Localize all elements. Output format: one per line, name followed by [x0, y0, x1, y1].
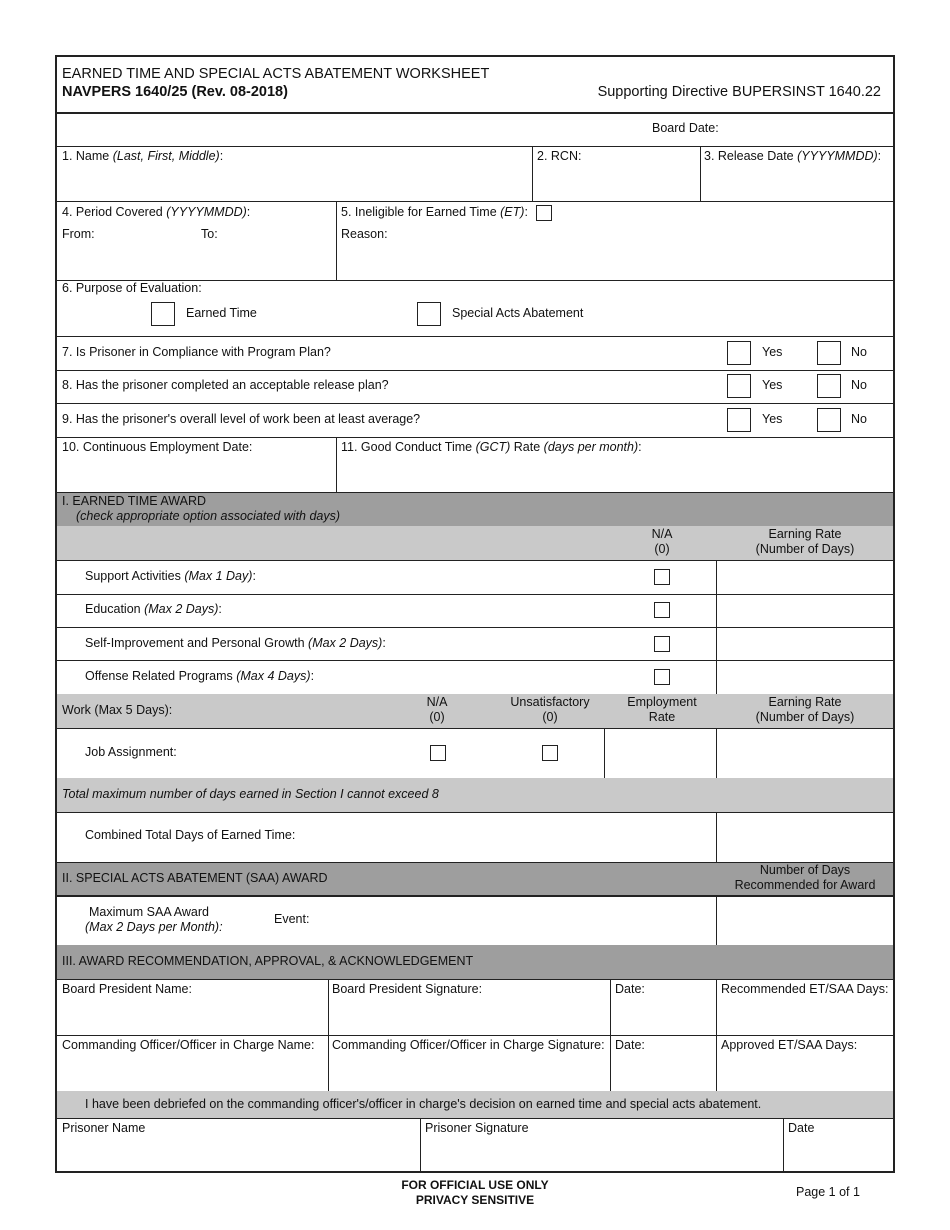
q7-no-checkbox[interactable] — [817, 341, 841, 365]
page-number: Page 1 of 1 — [796, 1185, 860, 1199]
co-signature-label[interactable]: Commanding Officer/Officer in Charge Signature: — [332, 1038, 605, 1052]
board-president-signature-label[interactable]: Board President Signature: — [332, 982, 483, 996]
co-name-label[interactable]: Commanding Officer/Officer in Charge Name: — [62, 1038, 315, 1052]
unsatisfactory-column-header: Unsatisfactory (0) — [510, 695, 590, 724]
work-label: Work (Max 5 Days): — [62, 703, 173, 717]
co-date-label[interactable]: Date: — [615, 1038, 645, 1052]
ineligible-et-label: 5. Ineligible for Earned Time (ET): — [341, 205, 528, 219]
employment-rate-column-header: Employment Rate — [627, 695, 697, 724]
reason-label[interactable]: Reason: — [341, 227, 388, 241]
q7-yes-label: Yes — [762, 345, 783, 359]
rcn-field-label[interactable]: 2. RCN: — [537, 149, 582, 163]
q9-yes-checkbox[interactable] — [727, 408, 751, 432]
gct-rate-label[interactable]: 11. Good Conduct Time (GCT) Rate (days per month): — [341, 440, 642, 454]
earned-time-checkbox[interactable] — [151, 302, 175, 326]
debrief-statement: I have been debriefed on the commanding officer's/officer in charge's decision on earned time and special acts abatement. — [85, 1097, 762, 1111]
question-9: 9. Has the prisoner's overall level of work been at least average? — [62, 412, 421, 426]
section-1-title: I. EARNED TIME AWARD — [62, 494, 207, 508]
ineligible-et-checkbox[interactable] — [536, 205, 552, 221]
job-assignment-label: Job Assignment: — [85, 745, 177, 759]
work-na-column-header: N/A (0) — [426, 695, 448, 724]
q7-no-label: No — [851, 345, 867, 359]
question-8: 8. Has the prisoner completed an acceptable release plan? — [62, 378, 389, 392]
support-activities-label: Support Activities (Max 1 Day): — [85, 569, 256, 583]
fouo-marking: FOR OFFICIAL USE ONLY — [401, 1178, 549, 1192]
section-1-subtitle: (check appropriate option associated with days) — [76, 509, 341, 523]
na-column-header: N/A (0) — [651, 527, 673, 556]
saa-label: Special Acts Abatement — [452, 306, 584, 320]
supporting-directive: Supporting Directive BUPERSINST 1640.22 — [597, 84, 881, 100]
earning-rate-column-header: Earning Rate (Number of Days) — [755, 527, 855, 556]
job-assignment-unsatisfactory-checkbox[interactable] — [542, 745, 558, 761]
to-label[interactable]: To: — [201, 227, 218, 241]
approved-days-label[interactable]: Approved ET/SAA Days: — [721, 1038, 858, 1052]
education-na-checkbox[interactable] — [654, 602, 670, 618]
board-president-name-label[interactable]: Board President Name: — [62, 982, 192, 996]
education-label: Education (Max 2 Days): — [85, 602, 222, 616]
recommended-days-label[interactable]: Recommended ET/SAA Days: — [721, 982, 889, 996]
saa-checkbox[interactable] — [417, 302, 441, 326]
total-max-note: Total maximum number of days earned in Section I cannot exceed 8 — [62, 787, 439, 801]
q8-yes-label: Yes — [762, 378, 783, 392]
q8-no-label: No — [851, 378, 867, 392]
prisoner-signature-label[interactable]: Prisoner Signature — [425, 1121, 529, 1135]
event-label[interactable]: Event: — [274, 912, 310, 926]
section-2-title: II. SPECIAL ACTS ABATEMENT (SAA) AWARD — [62, 871, 328, 885]
q9-no-checkbox[interactable] — [817, 408, 841, 432]
max-saa-award-label: Maximum SAA Award — [89, 905, 209, 919]
prisoner-name-label[interactable]: Prisoner Name — [62, 1121, 146, 1135]
self-improvement-label: Self-Improvement and Personal Growth (Max 2 Days): — [85, 636, 386, 650]
offense-related-na-checkbox[interactable] — [654, 669, 670, 685]
earned-time-label: Earned Time — [186, 306, 257, 320]
section-3-title: III. AWARD RECOMMENDATION, APPROVAL, & ACKNOWLEDGEMENT — [62, 954, 474, 968]
max-saa-award-hint: (Max 2 Days per Month): — [85, 920, 223, 934]
purpose-label: 6. Purpose of Evaluation: — [62, 281, 202, 295]
from-label[interactable]: From: — [62, 227, 95, 241]
q8-no-checkbox[interactable] — [817, 374, 841, 398]
self-improvement-na-checkbox[interactable] — [654, 636, 670, 652]
offense-related-label: Offense Related Programs (Max 4 Days): — [85, 669, 315, 683]
q7-yes-checkbox[interactable] — [727, 341, 751, 365]
name-field-label[interactable]: 1. Name (Last, First, Middle): — [62, 149, 224, 163]
release-date-field-label[interactable]: 3. Release Date (YYYYMMDD): — [704, 149, 882, 163]
prisoner-date-label[interactable]: Date — [788, 1121, 815, 1135]
continuous-employment-date-label[interactable]: 10. Continuous Employment Date: — [62, 440, 253, 454]
q9-no-label: No — [851, 412, 867, 426]
worksheet-form — [55, 55, 895, 1173]
q8-yes-checkbox[interactable] — [727, 374, 751, 398]
support-activities-na-checkbox[interactable] — [654, 569, 670, 585]
form-title: EARNED TIME AND SPECIAL ACTS ABATEMENT WORKSHEET — [62, 66, 490, 82]
privacy-marking: PRIVACY SENSITIVE — [415, 1193, 535, 1207]
saa-days-column-header: Number of Days Recommended for Award — [734, 863, 876, 892]
q9-yes-label: Yes — [762, 412, 783, 426]
board-president-date-label[interactable]: Date: — [615, 982, 645, 996]
period-covered-label: 4. Period Covered (YYYYMMDD): — [62, 205, 251, 219]
work-earning-rate-column-header: Earning Rate (Number of Days) — [755, 695, 855, 724]
combined-total-label: Combined Total Days of Earned Time: — [85, 828, 296, 842]
job-assignment-na-checkbox[interactable] — [430, 745, 446, 761]
question-7: 7. Is Prisoner in Compliance with Program Plan? — [62, 345, 331, 359]
form-number: NAVPERS 1640/25 (Rev. 08-2018) — [62, 84, 288, 100]
board-date-label: Board Date: — [652, 121, 719, 135]
